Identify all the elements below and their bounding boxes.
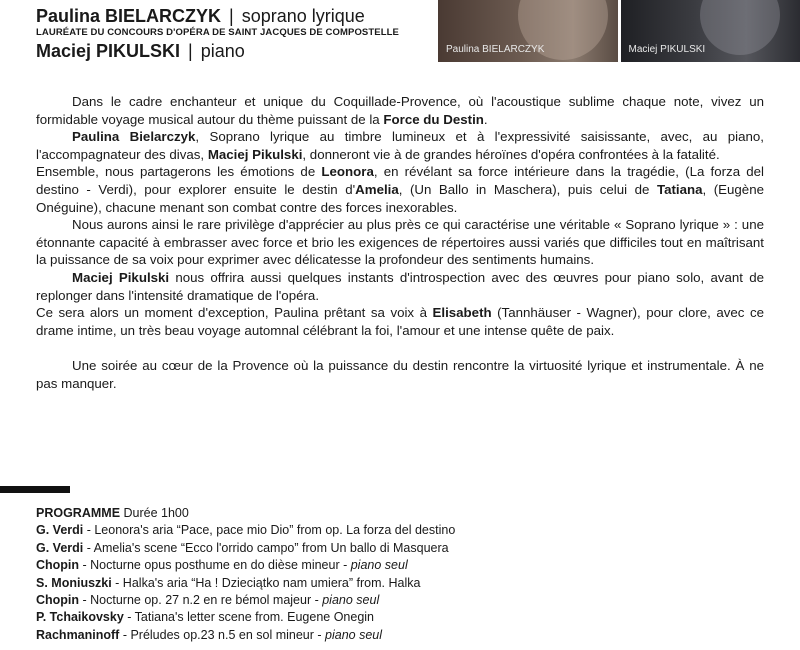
paragraph-elisabeth: [36, 304, 764, 339]
work: - Amelia's scene “Ecco l'orrido campo” from Un ballo di Masquera: [83, 540, 449, 555]
bold-run: Elisabeth: [432, 305, 492, 321]
photo-strip: [438, 0, 800, 62]
artist-name: Paulina BIELARCZYK: [36, 6, 222, 26]
programme-item: [36, 575, 776, 592]
programme-item: [36, 592, 776, 609]
text-run: Ce sera alors un moment d'exception, Paulina prêtant sa voix à: [36, 305, 433, 321]
bold-run: Maciej Pikulski: [72, 269, 170, 285]
paragraph-piano-solo: [36, 269, 764, 304]
text-run: , donneront vie à de grandes héroïnes d'opéra confrontées à la fatalité.: [302, 146, 720, 162]
programme-duration: Durée 1h00: [120, 506, 189, 520]
text-run: , (Eugène Onéguine), chacune menant son combat contre des forces inexorables.: [36, 181, 764, 215]
programme-item: [36, 627, 776, 644]
bold-run: Amelia: [355, 181, 399, 197]
work: - Nocturne opus posthume en do dièse mineur -: [79, 558, 351, 573]
artist-role: soprano lyrique: [241, 6, 365, 26]
work-note: piano seul: [325, 627, 383, 642]
paragraph-spacer: [36, 339, 764, 357]
separator: |: [229, 6, 234, 26]
photo-shape: [700, 0, 780, 55]
section-rule: [0, 486, 70, 493]
paragraph-privilege: Nous aurons ainsi le rare privilège d'apprécier au plus près ce qui caractérise une véritable « Soprano lyrique » : une étonnante capacité à embrasser avec force et brio les exigences de répertoires aussi variés que difficiles tout en maîtrisant la puissance de sa voix pour exprimer avec délicatesse la profondeur des sentiments humains.: [36, 217, 764, 268]
work: - Tatiana's letter scene from. Eugene Onegin: [123, 610, 375, 625]
bold-run: Leonora: [321, 164, 374, 180]
text-run: Dans le cadre enchanteur et unique du Coquillade-Provence, où l'acoustique sublime chaque note, vivez un formidable voyage musical autour du thème puissant de la: [36, 94, 764, 127]
artist-name: Maciej PIKULSKI: [36, 41, 181, 61]
programme: [36, 505, 776, 644]
text-run: (Tannhäuser - Wagner), pour clore, avec ce drame intime, un très beau voyage automnal célébrant la foi, l'amour et une intense quête de paix.: [36, 305, 764, 338]
text-run: , en révélant sa force intérieure dans la tragédie, (La forza del destino - Verdi), pour explorer ensuite le destin d': [36, 164, 765, 197]
composer: Chopin: [36, 558, 80, 573]
programme-item: [36, 557, 776, 574]
photo-pianist: [621, 0, 800, 62]
artist-line-pianist: [36, 39, 436, 63]
text-run: , Soprano lyrique au timbre lumineux et à l'expressivité saisissante, avec, au piano, l'accompagnateur des divas,: [36, 129, 764, 162]
programme-item: [36, 540, 776, 557]
text-run: Ensemble, nous partagerons les émotions de: [36, 164, 322, 180]
bold-run: Maciej Pikulski: [207, 146, 303, 162]
paragraph-intro: [36, 93, 764, 128]
bold-run: Paulina Bielarczyk: [72, 129, 196, 145]
programme-label: PROGRAMME: [36, 506, 121, 520]
photo-caption: Maciej PIKULSKI: [628, 44, 706, 55]
body-text: [36, 93, 764, 392]
separator: |: [188, 41, 193, 61]
photo-caption: Paulina BIELARCZYK: [446, 44, 545, 55]
work: - Nocturne op. 27 n.2 en re bémol majeur -: [79, 593, 323, 608]
programme-item: [36, 609, 776, 626]
text-run: , (Un Ballo in Maschera), puis celui de: [398, 181, 657, 197]
bold-run: Tatiana: [656, 181, 703, 197]
programme-item: [36, 522, 776, 539]
programme-title: [36, 505, 776, 522]
paragraph-heroines: [36, 163, 764, 216]
bold-run: Force du Destin: [383, 111, 484, 127]
artist-line-soprano: [36, 4, 436, 28]
work: - Halka's aria “Ha ! Dzieciątko nam umiera” from. Halka: [111, 575, 421, 590]
paragraph-closing: Une soirée au cœur de la Provence où la puissance du destin rencontre la virtuosité lyrique et instrumentale. À ne pas manquer.: [36, 357, 764, 391]
composer: P. Tchaikovsky: [36, 610, 124, 625]
work-note: piano seul: [322, 593, 380, 608]
composer: G. Verdi: [36, 540, 84, 555]
composer: Rachmaninoff: [36, 627, 120, 642]
composer: Chopin: [36, 593, 80, 608]
photo-soprano: [438, 0, 621, 62]
composer: G. Verdi: [36, 523, 84, 538]
work: - Préludes op.23 n.5 en sol mineur -: [119, 627, 326, 642]
paragraph-artists: [36, 128, 764, 163]
text-run: .: [483, 111, 488, 127]
text-run: nous offrira aussi quelques instants d'introspection avec des œuvres pour piano solo, avant de replonger dans l'intensité dramatique de l'opéra.: [36, 269, 764, 303]
artist-role: piano: [200, 41, 245, 61]
work-note: piano seul: [350, 558, 408, 573]
header: [36, 4, 436, 63]
laureate-line: LAURÉATE DU CONCOURS D'OPÉRA DE SAINT JACQUES DE COMPOSTELLE: [36, 27, 399, 38]
work: - Leonora's aria “Pace, pace mio Dio” from op. La forza del destino: [83, 523, 456, 538]
composer: S. Moniuszki: [36, 575, 112, 590]
